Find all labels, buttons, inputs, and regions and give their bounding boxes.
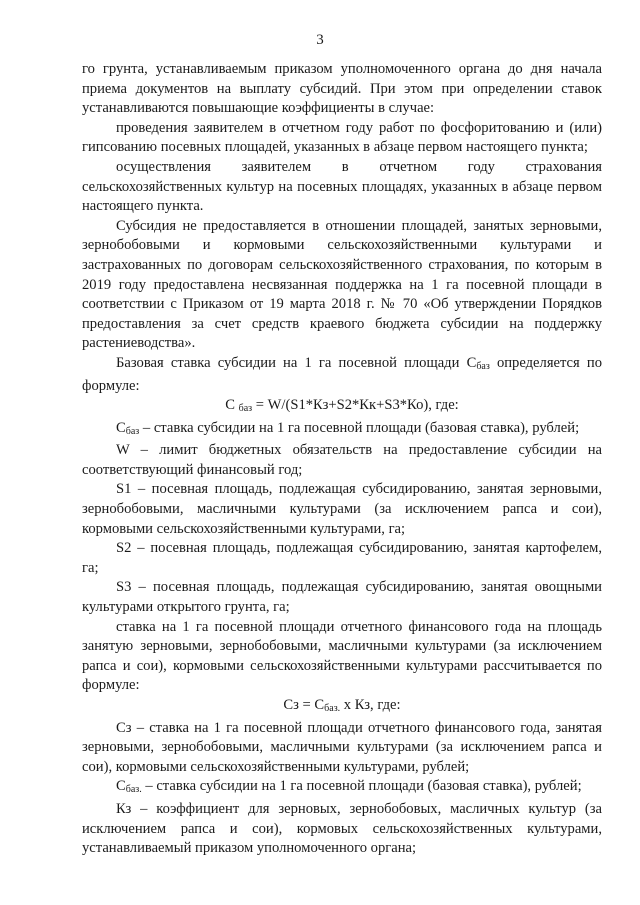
page-number: 3 — [316, 32, 324, 48]
definition: S3 – посевная площадь, подлежащая субсидированию, занятая овощными культурами открытого грунта, га; — [82, 579, 602, 616]
paragraph: Базовая ставка субсидии на 1 га посевной площади $С_{баз}$ определяется по формуле: — [82, 354, 603, 394]
definition: S2 – посевная площадь, подлежащая субсидированию, занятая картофелем, га; — [82, 540, 602, 576]
definition: W – лимит бюджетных обязательств на предоставление субсидии на соответствующий финансовый год; — [82, 442, 602, 478]
paragraph: го грунта, устанавливаемым приказом уполномоченного органа до дня начала приема документов на выплату субсидий. При этом при определении ставок устанавливаются повышающие коэффициенты в случае: — [82, 61, 602, 117]
paragraph: осуществления заявителем в отчетном году страхования сельскохозяйственных культур на посевных площадях, указанных в абзаце первом настоящего пункта. — [82, 158, 602, 215]
formula-grain-rate: Сз = $С_{баз.}$ х Кз, где: — [283, 697, 401, 714]
paragraph: Субсидия не предоставляется в отношении площадей, занятых зерновыми, зернобобовыми и кормовыми сельскохозяйственными культурами и застрахованных по договорам сельскохозяйственного страхования, по которым в 2019 году предоставлена несвязанная поддержка на 1 га посевной площади в соответствии с Приказом от 19 марта 2018 г. № 70 «Об утверждении Порядков предоставления за счет средств краевого бюджета субсидии на поддержку растениеводства». — [82, 217, 602, 352]
definition: Сз – ставка на 1 га посевной площади отчетного финансового года, занятая зерновыми, зернобобовыми, масличными культурами (за исключением рапса и сои), кормовыми сельскохозяйственными культурами, рублей; — [82, 719, 602, 775]
definition: Кз – коэффициент для зерновых, зернобобовых, масличных культур (за исключением рапса и сои), кормовых сельскохозяйственных культурами, устанавливаемый приказом уполномоченного органа; — [82, 800, 602, 857]
definition: $С_{баз}$ – ставка субсидии на 1 га посевной площади (базовая ставка), рублей; — [116, 419, 580, 437]
document-body — [82, 60, 602, 859]
paragraph: ставка на 1 га посевной площади отчетного финансового года на площадь занятую зерновыми, зернобобовыми, масличными культурами (за исключением рапса и сои), кормовыми сельскохозяйственными культурами рассчитывается по формуле: — [82, 618, 602, 694]
paragraph: проведения заявителем в отчетном году работ по фосфоритованию и (или) гипсованию посевных площадей, указанных в абзаце первом настоящего пункта; — [82, 119, 602, 156]
definition: $С_{баз.}$ – ставка субсидии на 1 га посевной площади (базовая ставка), рублей; — [116, 778, 582, 796]
formula-base-rate: С $_{баз}$ = W/(S1*Кз+S2*Кк+S3*Ко), где: — [225, 397, 459, 415]
definition: S1 – посевная площадь, подлежащая субсидированию, занятая зерновыми, зернобобовыми, масличными культурами (за исключением рапса и сои), кормовыми сельскохозяйственными культурами, га; — [82, 481, 602, 537]
